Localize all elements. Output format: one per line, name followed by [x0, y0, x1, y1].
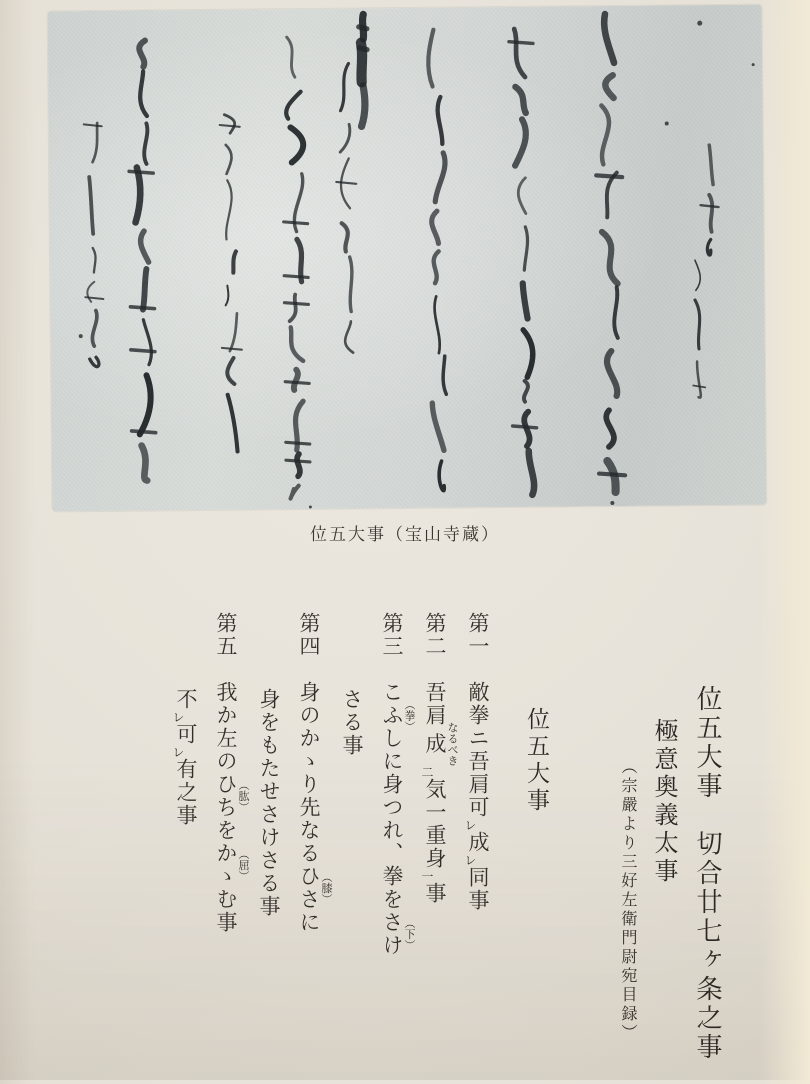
article-text: 第三 [380, 612, 404, 681]
gloss-annotation: なるべき [446, 722, 458, 766]
glossed-text: さけ （下） [380, 911, 415, 957]
article-text: 有之事 [174, 758, 198, 827]
article-text: 第二 吾肩 [423, 612, 447, 727]
article-column-6 [249, 610, 289, 1084]
calligraphy-column [428, 30, 448, 491]
kaeriten-mark: 二 [420, 766, 434, 778]
ink-dot [309, 505, 312, 508]
kaeriten-mark: 一 [420, 870, 434, 882]
kaeriten-mark: レ [171, 746, 185, 758]
subtitle-heading: 極意奥義太事 [650, 718, 676, 886]
article-text: 身をもたせさけさる事 [257, 688, 281, 918]
gloss-annotation: （肱） [237, 773, 249, 819]
calligraphy-column [359, 14, 368, 126]
article-text: 可 [174, 723, 198, 746]
glossed-text: ひさ （膝） [297, 865, 332, 911]
text-section [166, 610, 730, 1084]
calligraphy-column [220, 115, 243, 452]
ink-dot [79, 334, 83, 338]
article-text: 同事 [466, 866, 490, 912]
article-text: 気一重身 [423, 778, 447, 870]
manuscript-ink [48, 5, 767, 512]
article-column-4 [332, 610, 372, 1084]
gloss-annotation: （下） [403, 911, 415, 957]
calligraphy-column [282, 37, 310, 499]
article-text: 第五 我か左の [214, 612, 238, 773]
article-text: に [297, 911, 321, 934]
article-column-8 [166, 610, 206, 1084]
photo-caption: 位五大事（宝山寺蔵） [310, 525, 500, 544]
ink-dot [752, 63, 755, 66]
article-column-7 [206, 610, 249, 1084]
article-text: む事 [214, 888, 238, 934]
article-text: 不 [174, 688, 198, 711]
article-column-1 [458, 610, 498, 1084]
ink-dot [697, 21, 702, 26]
section-heading: 位五大事 [524, 707, 549, 815]
article-column-5 [289, 610, 332, 1084]
glossed-text: 成 なるべき [423, 722, 458, 766]
glossed-text: かゝ （屈） [214, 842, 249, 888]
source-note: （宗嚴より三好左衛門尉宛目録） [619, 758, 636, 1043]
article-text: 成 [466, 831, 490, 854]
article-text: に身つれ、拳を [380, 750, 404, 911]
article-text: 第四 身のかゝり先なる [297, 612, 321, 865]
glossed-text: ひち （肱） [214, 773, 249, 819]
manuscript-photo [48, 5, 767, 512]
calligraphy-column [692, 260, 705, 398]
gloss-annotation: （屈） [237, 842, 249, 888]
calligraphy-column [128, 40, 156, 480]
article-text: 第一 敵拳ニ吾肩可 [466, 612, 490, 819]
calligraphy-column [595, 14, 626, 492]
article-text: を [214, 819, 238, 842]
title-heading: 位五大事 切合廿七ヶ条之事 [693, 685, 722, 1062]
calligraphy-column [700, 145, 719, 255]
ink-dot [665, 121, 669, 125]
kaeriten-mark: レ [463, 819, 477, 831]
calligraphy-column [84, 123, 104, 367]
calligraphy-column [335, 63, 358, 352]
kaeriten-mark: レ [463, 854, 477, 866]
ink-dot [610, 501, 614, 505]
calligraphy-column [509, 29, 537, 495]
kaeriten-mark: レ [171, 711, 185, 723]
gloss-annotation: （膝） [320, 865, 332, 911]
article-text: さる事 [340, 688, 364, 757]
gloss-annotation: （拳） [403, 681, 415, 750]
glossed-text: こふし （拳） [380, 681, 415, 750]
article-column-3 [372, 610, 415, 1084]
article-text: 事 [423, 882, 447, 905]
article-column-2 [415, 610, 458, 1084]
